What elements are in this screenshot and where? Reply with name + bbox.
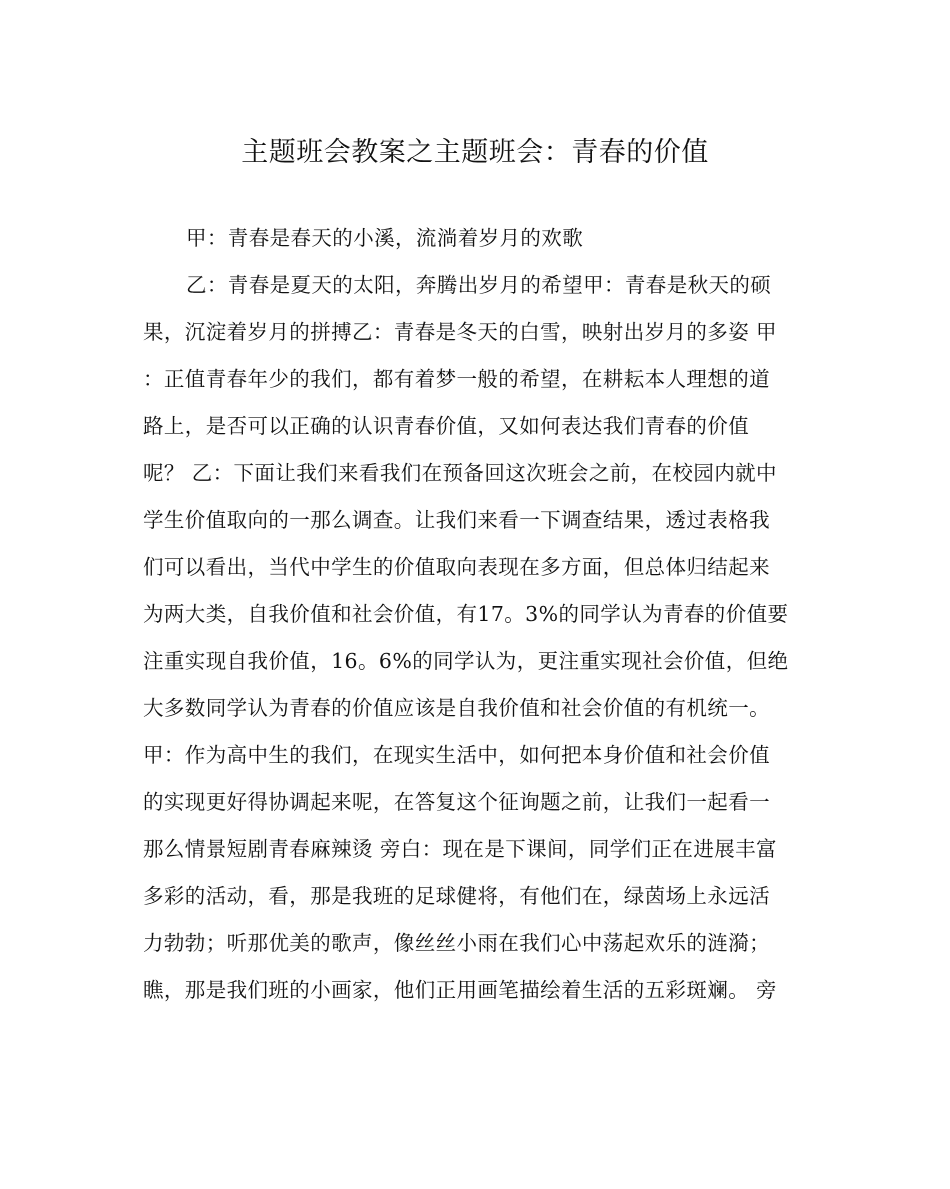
text-line-8: 们可以看出，当代中学生的价值取向表现在多方面，但总体归结起来 [143,555,770,579]
text-line-1: 甲：青春是春天的小溪，流淌着岁月的欢歌 [186,226,584,250]
text-line-7: 学生价值取向的一那么调查。让我们来看一下调查结果，透过表格我 [143,508,770,532]
document-title: 主题班会教案之主题班会：青春的价值 [241,137,709,168]
text-line-3: 果，沉淀着岁月的拼搏乙：青春是冬天的白雪，映射出岁月的多姿 甲 [143,320,777,344]
text-line-4: ：正值青春年少的我们，都有着梦一般的希望，在耕耘本人理想的道 [143,367,770,391]
text-line-11: 大多数同学认为青春的价值应该是自我价值和社会价值的有机统一。 [143,696,770,720]
text-line-12: 甲：作为高中生的我们，在现实生活中，如何把本身价值和社会价值 [143,743,770,767]
text-line-15: 多彩的活动，看，那是我班的足球健将，有他们在，绿茵场上永远活 [143,884,770,908]
text-line-13: 的实现更好得协调起来呢，在答复这个征询题之前，让我们一起看一 [143,790,770,814]
text-line-14: 那么情景短剧青春麻辣烫 旁白：现在是下课间，同学们正在进展丰富 [143,837,777,861]
text-line-6: 呢？ 乙：下面让我们来看我们在预备回这次班会之前，在校园内就中 [143,461,777,485]
text-line-2: 乙：青春是夏天的太阳，奔腾出岁月的希望甲：青春是秋天的硕 [186,273,772,297]
text-line-9: 为两大类，自我价值和社会价值，有17。3%的同学认为青春的价值要 [143,602,789,626]
text-line-5: 路上，是否可以正确的认识青春价值，又如何表达我们青春的价值 [143,414,750,438]
text-line-17: 瞧，那是我们班的小画家，他们正用画笔描绘着生活的五彩斑斓。 旁 [143,978,777,1002]
text-line-16: 力勃勃；听那优美的歌声，像丝丝小雨在我们心中荡起欢乐的涟漪； [143,931,770,955]
text-line-10: 注重实现自我价值，16。6%的同学认为，更注重实现社会价值，但绝 [143,649,789,673]
